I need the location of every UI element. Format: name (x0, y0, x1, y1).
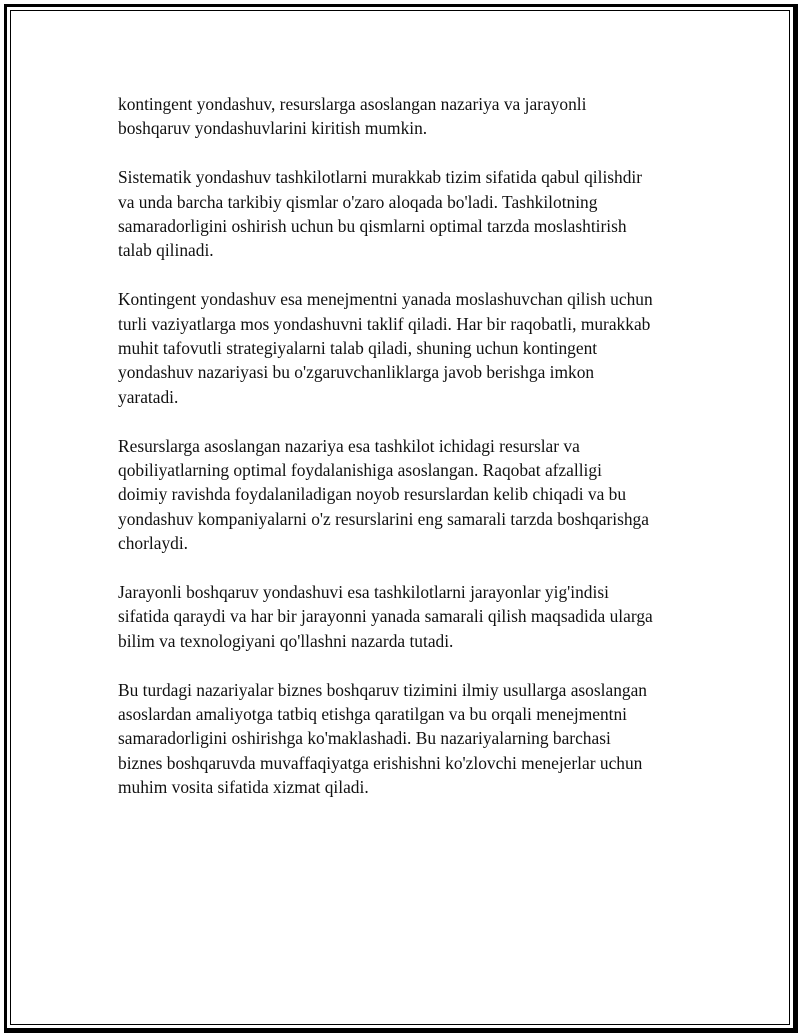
paragraph-1: kontingent yondashuv, resurslarga asoslangan nazariya va jarayonli boshqaruv yondashuvlarini kiritish mumkin. (118, 94, 587, 139)
paragraph-6: Bu turdagi nazariyalar biznes boshqaruv tizimini ilmiy usullarga asoslangan asoslardan amaliyotga tatbiq etishga qaratilgan va bu orqali menejmentni samaradorligini oshirishga ko'maklashadi. Bu nazariyalarning barchasi biznes boshqaruvda muvaffaqiyatga erishishni ko'zlovchi menejerlar uchun muhim vosita sifatida xizmat qiladi. (118, 679, 647, 798)
document-body (118, 92, 698, 824)
paragraph-3: Kontingent yondashuv esa menejmentni yanada moslashuvchan qilish uchun turli vaziyatlarga mos yondashuvni taklif qiladi. Har bir raqobatli, murakkab muhit tafovutli strategiyalarni talab qiladi, shuning uchun kontingent yondashuv nazariyasi bu o'zgaruvchanliklarga javob berishga imkon yaratadi. (118, 289, 653, 407)
paragraph-2: Sistematik yondashuv tashkilotlarni murakkab tizim sifatida qabul qilishdir va unda barcha tarkibiy qismlar o'zaro aloqada bo'ladi. Tashkilotning samaradorligini oshirish uchun bu qismlarni optimal tarzda moslashtirish talab qilinadi. (118, 167, 643, 261)
paragraph-5: Jarayonli boshqaruv yondashuvi esa tashkilotlarni jarayonlar yig'indisi sifatida qaraydi va har bir jarayonni yanada samarali qilish maqsadida ularga bilim va texnologiyani qo'llashni nazarda tutadi. (118, 582, 653, 651)
paragraph-4: Resurslarga asoslangan nazariya esa tashkilot ichidagi resurslar va qobiliyatlarning optimal foydalanishiga asoslangan. Raqobat afzalligi doimiy ravishda foydalaniladigan noyob resurslardan kelib chiqadi va bu yondashuv kompaniyalarni o'z resurslarini eng samarali tarzda boshqarishga chorlaydi. (118, 435, 649, 554)
